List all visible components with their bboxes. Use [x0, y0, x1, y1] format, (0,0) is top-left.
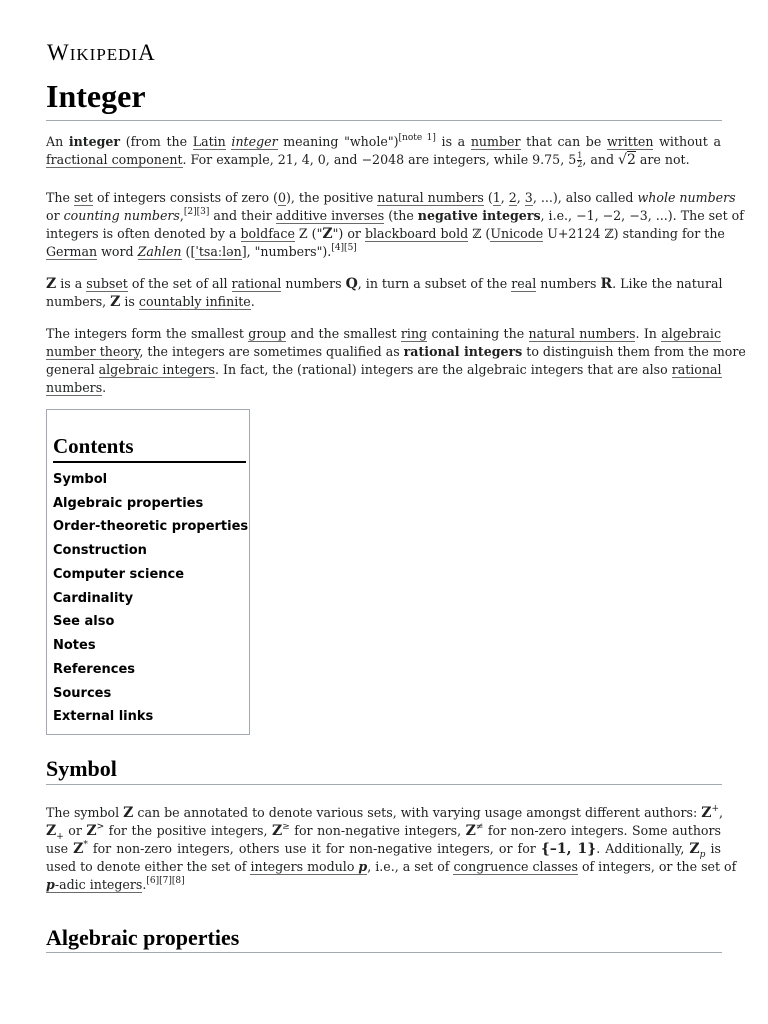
term-integer: integer: [68, 134, 121, 149]
link-integer-latin[interactable]: integer: [231, 134, 278, 149]
toc-item-references[interactable]: References: [53, 662, 136, 677]
link-natural-numbers-2[interactable]: natural numbers: [528, 326, 636, 341]
wordmark-final: A: [138, 40, 156, 65]
link-algebraic-number-theory[interactable]: algebraic: [661, 326, 722, 341]
wordmark-smallcaps: IKIPEDI: [69, 45, 139, 64]
p2-line-1: The set of integers consists of zero (0), the positive natural numbers (1, 2, 3, ...), also called whole numbers: [46, 190, 736, 205]
link-one[interactable]: 1: [492, 190, 501, 205]
toc-item-algebraic-properties[interactable]: Algebraic properties: [53, 496, 204, 511]
toc-item-external-links[interactable]: External links: [53, 709, 154, 724]
link-german[interactable]: German: [46, 244, 98, 259]
p3-line-1: Z is a subset of the set of all rational numbers Q, in turn a subset of the real numbers R. Like the natural: [46, 276, 723, 292]
note-ref-1[interactable]: [note 1]: [398, 133, 436, 143]
link-boldface[interactable]: boldface: [240, 226, 295, 241]
link-number-theory[interactable]: number theory: [46, 344, 140, 359]
intro-paragraph-4: [46, 325, 746, 397]
link-integers-modulo-p[interactable]: integers modulo p: [250, 859, 368, 874]
link-latin[interactable]: Latin: [192, 134, 226, 149]
p4-line-2: number theory, the integers are sometimes qualified as rational integers to distinguish them from the more: [46, 344, 746, 359]
fraction-one-half: $\frac{1}{2}$: [577, 151, 583, 169]
link-algebraic-integers[interactable]: algebraic integers: [98, 362, 216, 377]
link-pronunciation[interactable]: ˈtsaːlən: [195, 244, 242, 259]
link-zahlen[interactable]: Zahlen: [137, 244, 182, 259]
link-natural-numbers[interactable]: natural numbers: [377, 190, 484, 205]
link-zero[interactable]: 0: [277, 190, 286, 205]
p4-line-1: The integers form the smallest group and the smallest ring containing the natural numbers. In algebraic: [46, 326, 722, 341]
symbol-line-3: use Z* for non-zero integers, others use it for non-negative integers, or for {–1, 1}. Additionally, $Z_p$ is: [46, 840, 721, 860]
toc-item-construction[interactable]: Construction: [53, 543, 147, 558]
citation-4-5[interactable]: [4][5]: [331, 243, 357, 253]
toc-item-sources[interactable]: Sources: [53, 686, 112, 701]
link-numbers[interactable]: numbers: [46, 380, 103, 395]
table-of-contents: [46, 409, 250, 735]
link-rational[interactable]: rational: [231, 276, 282, 291]
section-heading-algebraic-properties: Algebraic properties: [46, 925, 240, 950]
toc-item-see-also[interactable]: See also: [53, 614, 115, 629]
link-blackboard-bold[interactable]: blackboard bold: [364, 226, 469, 241]
symbol-line-5: p-adic integers.[6][7][8]: [46, 876, 185, 892]
link-three[interactable]: 3: [524, 190, 533, 205]
citation-6-7-8[interactable]: [6][7][8]: [146, 876, 185, 886]
symbol-line-1: The symbol Z can be annotated to denote various sets, with varying usage amongst different authors: Z+,: [46, 804, 724, 821]
algebraic-divider: [46, 952, 722, 953]
link-two[interactable]: 2: [508, 190, 517, 205]
link-real[interactable]: real: [511, 276, 537, 291]
p3-line-2: numbers, Z is countably infinite.: [46, 294, 255, 310]
link-ring[interactable]: ring: [400, 326, 428, 341]
toc-item-order-theoretic-properties[interactable]: Order-theoretic properties: [53, 519, 249, 534]
citation-2-3[interactable]: [2][3]: [183, 207, 210, 217]
link-rational-numbers[interactable]: rational: [671, 362, 722, 377]
link-congruence-classes[interactable]: congruence classes: [453, 859, 578, 874]
link-countably-infinite[interactable]: countably infinite: [138, 294, 251, 309]
sqrt-two: √2: [618, 152, 636, 168]
section-heading-symbol: Symbol: [46, 756, 117, 781]
p4-line-3: general algebraic integers. In fact, the (rational) integers are the algebraic integers that are also rational: [46, 362, 722, 377]
link-group[interactable]: group: [248, 326, 287, 341]
wordmark-initial: W: [47, 40, 70, 65]
p2-line-3: integers is often denoted by a boldface Z ("Z") or blackboard bold ℤ (Unicode U+2124 ℤ) standing for the: [46, 226, 725, 242]
link-additive-inverses[interactable]: additive inverses: [275, 208, 385, 223]
link-unicode[interactable]: Unicode: [490, 226, 544, 241]
symbol-divider: [46, 784, 722, 785]
link-number[interactable]: number: [470, 134, 521, 149]
p1-line-2: fractional component. For example, 21, 4, 0, and −2048 are integers, while 9.75, 5 $\frac{1}{2}$ , and √2 are not.: [46, 151, 690, 169]
symbol-line-2: $Z_+$ or Z> for the positive integers, Z≥ for non-negative integers, Z≠ for non-zero integers. Some authors: [46, 822, 721, 842]
intro-paragraph-3: [46, 275, 721, 311]
p1-line-1: An integer (from the Latin integer meaning "whole")[note 1] is a number that can be written without a: [46, 133, 721, 149]
toc-item-symbol[interactable]: Symbol: [53, 472, 108, 487]
p2-line-4: German word Zahlen ([ˈtsaːlən], "numbers").[4][5]: [46, 243, 357, 259]
toc-title: Contents: [53, 434, 246, 463]
link-set[interactable]: set: [73, 190, 93, 205]
intro-paragraph-2: [46, 189, 744, 261]
wikipedia-wordmark[interactable]: [47, 40, 156, 66]
toc-item-notes[interactable]: Notes: [53, 638, 96, 653]
link-written[interactable]: written: [606, 134, 654, 149]
toc-item-computer-science[interactable]: Computer science: [53, 567, 185, 582]
p4-line-4: numbers.: [46, 380, 107, 395]
page-title: Integer: [46, 78, 146, 114]
p2-line-2: or counting numbers,[2][3] and their additive inverses (the negative integers, i.e., −1, −2, −3, ...). The set of: [46, 207, 744, 223]
link-fractional-component[interactable]: fractional component: [46, 152, 183, 167]
title-divider: [46, 120, 722, 121]
link-p-adic-integers[interactable]: p-adic integers: [46, 877, 143, 892]
toc-item-cardinality[interactable]: Cardinality: [53, 591, 134, 606]
link-subset[interactable]: subset: [86, 276, 128, 291]
intro-paragraph-1: [46, 133, 721, 169]
symbol-line-4: used to denote either the set of integers modulo p, i.e., a set of congruence classes of integers, or the set of: [46, 859, 737, 874]
symbol-paragraph: [46, 804, 737, 894]
